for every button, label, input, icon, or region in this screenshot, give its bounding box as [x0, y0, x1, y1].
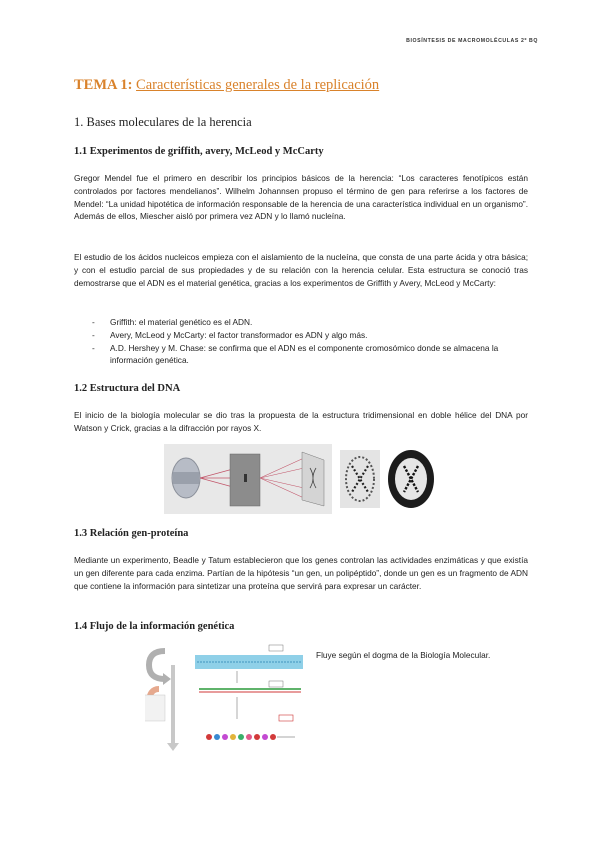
- amino-acid: [206, 734, 212, 740]
- section-1-4-heading: 1.4 Flujo de la información genética: [74, 621, 235, 632]
- chapter-title: [74, 77, 379, 94]
- running-header: BIOSÍNTESIS DE MACROMOLÉCULAS 2º BQ: [406, 38, 538, 44]
- replication-arrowhead: [163, 673, 171, 685]
- section-1-3-paragraph: Mediante un experimento, Beadle y Tatum establecieron que los genes controlan las actividades enzimáticas y que existía un gen diferente para cada enzima. Partían de la hipótesis “un gen, un polipéptido”, donde un gen es un fragmento de ADN que contiene la información para sintetizar una proteína que servirá para expresar un carácter.: [74, 555, 528, 591]
- list-item: - Griffith: el material genético es el ADN.: [92, 316, 528, 329]
- chapter-title-text: Características generales de la replicación: [136, 77, 380, 93]
- section-1-heading: 1. Bases moleculares de la herencia: [74, 115, 252, 129]
- photo-51-inner: [395, 458, 427, 500]
- flow-arrow-shaft: [171, 665, 175, 745]
- section-1-1-paragraph-2: El estudio de los ácidos nucleicos empieza con el aislamiento de la nucleína, que consta de una parte ácida y otra básica; y con el estudio parcial de sus propiedades y de su relación con la herencia celular. Esta estructura se conoció tras demostrarse que el ADN es el material genética, gracias a los experimentos de Griffith y Avery, McLeod y McCarty:: [74, 252, 528, 288]
- amino-acid: [238, 734, 244, 740]
- amino-acid: [270, 734, 276, 740]
- chapter-prefix: TEMA 1:: [74, 77, 133, 93]
- section-1-3-heading: 1.3 Relación gen-proteína: [74, 528, 189, 539]
- note-box: [145, 695, 165, 721]
- amino-acid: [254, 734, 260, 740]
- list-item: - A.D. Hershey y M. Chase: se confirma que el ADN es el componente cromosómico donde se almacena la información genética.: [92, 342, 528, 368]
- replication-arrow: [149, 651, 165, 679]
- list-item: - Avery, McLeod y McCarty: el factor transformador es ADN y algo más.: [92, 329, 528, 342]
- section-1-1-heading: 1.1 Experimentos de griffith, avery, McLeod y McCarty: [74, 146, 324, 157]
- protein-label-box: [279, 715, 293, 721]
- section-1-2-heading: 1.2 Estructura del DNA: [74, 383, 181, 394]
- sample-slit: [244, 474, 247, 482]
- dna-label-box: [269, 645, 283, 651]
- amino-acid: [262, 734, 268, 740]
- amino-acid: [222, 734, 228, 740]
- section-1-1-paragraph-1: Gregor Mendel fue el primero en describir los principios básicos de la herencia: “Los caracteres fenotípicos están controlados por factores mendelianos”. Wilhelm Johannsen propuso el término de gen para referirse a los factores de Mendel: “La unidad hipotética de información responsable de la herencia de una característica individual en un organismo”. Además de ellos, Miescher aisló por primera vez ADN y lo llamó nucleína.: [74, 173, 528, 222]
- flow-arrowhead: [167, 743, 179, 751]
- section-1-2-paragraph: El inicio de la biología molecular se dio tras la propuesta de la estructura tridimensional en doble hélice del DNA por Watson y Crick, gracias a la difracción por rayos X.: [74, 410, 528, 433]
- amino-acid: [246, 734, 252, 740]
- rna-label-box: [269, 681, 283, 687]
- xray-tube: [173, 472, 199, 484]
- xray-diffraction-figure: [164, 444, 436, 514]
- experiments-list: [92, 316, 528, 367]
- central-dogma-figure: [145, 643, 315, 753]
- amino-acid: [230, 734, 236, 740]
- section-1-4-paragraph: Fluye según el dogma de la Biología Molecular.: [316, 650, 491, 660]
- amino-acid: [214, 734, 220, 740]
